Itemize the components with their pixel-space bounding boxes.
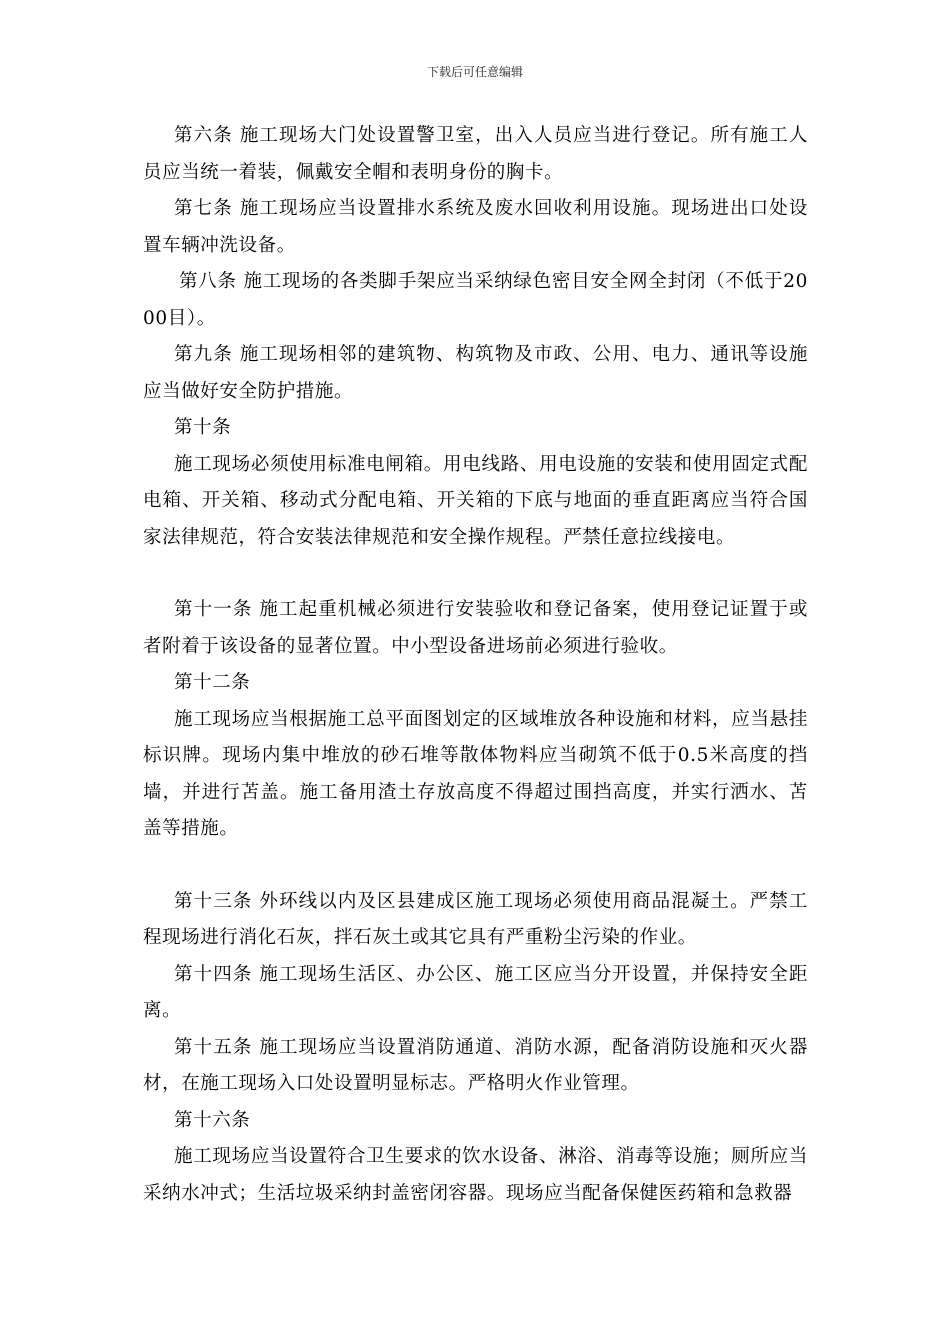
article-10-body: 施工现场必须使用标准电闸箱。用电线路、用电设施的安装和使用固定式配电箱、开关箱、移动式分配电箱、开关箱的下底与地面的垂直距离应当符合国家法律规范，符合安装法律规范和安全操作规程。严禁任意拉线接电。 xyxy=(143,453,808,548)
article-15: 第十五条 施工现场应当设置消防通道、消防水源，配备消防设施和灭火器材，在施工现场入口处设置明显标志。严格明火作业管理。 xyxy=(143,1036,808,1094)
document-body xyxy=(143,118,808,1212)
article-8: 第八条 施工现场的各类脚手架应当采纳绿色密目安全网全封闭（不低于2000目）。 xyxy=(143,271,808,329)
article-14: 第十四条 施工现场生活区、办公区、施工区应当分开设置，并保持安全距离。 xyxy=(143,963,808,1021)
article-13: 第十三条 外环线以内及区县建成区施工现场必须使用商品混凝土。严禁工程现场进行消化石灰，拌石灰土或其它具有严重粉尘污染的作业。 xyxy=(143,890,808,948)
article-12-body: 施工现场应当根据施工总平面图划定的区域堆放各种设施和材料，应当悬挂标识牌。现场内集中堆放的砂石堆等散体物料应当砌筑不低于0.5米高度的挡墙，并进行苫盖。施工备用渣土存放高度不得超过围挡高度，并实行洒水、苫盖等措施。 xyxy=(143,708,808,839)
article-16-body: 施工现场应当设置符合卫生要求的饮水设备、淋浴、消毒等设施；厕所应当采纳水冲式；生活垃圾采纳封盖密闭容器。现场应当配备保健医药箱和急救器 xyxy=(143,1146,808,1204)
article-12-heading: 第十二条 xyxy=(174,672,251,693)
article-10-heading: 第十条 xyxy=(174,417,232,438)
article-16-heading: 第十六条 xyxy=(174,1109,251,1131)
page-header: 下载后可任意编辑 xyxy=(426,65,523,79)
article-7: 第七条 施工现场应当设置排水系统及废水回收利用设施。现场进出口处设置车辆冲洗设备。 xyxy=(143,198,808,256)
article-9: 第九条 施工现场相邻的建筑物、构筑物及市政、公用、电力、通讯等设施应当做好安全防护措施。 xyxy=(143,344,808,402)
article-6: 第六条 施工现场大门处设置警卫室，出入人员应当进行登记。所有施工人员应当统一着装，佩戴安全帽和表明身份的胸卡。 xyxy=(143,125,808,183)
article-11: 第十一条 施工起重机械必须进行安装验收和登记备案，使用登记证置于或者附着于该设备的显著位置。中小型设备进场前必须进行验收。 xyxy=(143,599,808,657)
